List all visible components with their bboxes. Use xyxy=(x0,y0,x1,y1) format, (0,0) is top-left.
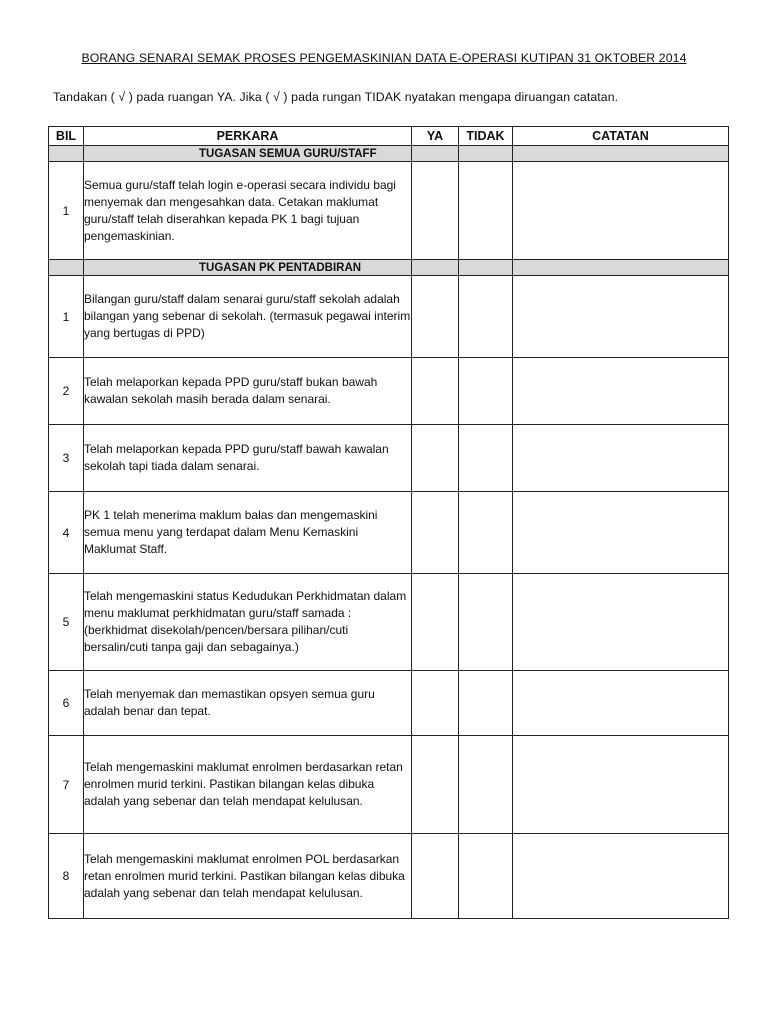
table-row xyxy=(49,358,729,425)
ya-checkbox-cell[interactable] xyxy=(412,425,459,492)
row-bil: 4 xyxy=(49,492,84,574)
section-title: TUGASAN PK PENTADBIRAN xyxy=(84,260,412,276)
row-perkara: Telah melaporkan kepada PPD guru/staff bawah kawalan sekolah tapi tiada dalam senarai. xyxy=(84,425,412,492)
form-title: BORANG SENARAI SEMAK PROSES PENGEMASKINIAN DATA E-OPERASI KUTIPAN 31 OKTOBER 2014 xyxy=(81,51,687,65)
row-perkara: Telah melaporkan kepada PPD guru/staff bukan bawah kawalan sekolah masih berada dalam senarai. xyxy=(84,358,412,425)
checklist-table xyxy=(48,126,729,919)
catatan-input-cell[interactable] xyxy=(513,574,729,671)
row-bil: 8 xyxy=(49,834,84,919)
catatan-input-cell[interactable] xyxy=(513,276,729,358)
table-row xyxy=(49,671,729,736)
catatan-input-cell[interactable] xyxy=(513,736,729,834)
catatan-input-cell[interactable] xyxy=(513,834,729,919)
header-perkara: PERKARA xyxy=(84,127,412,146)
tidak-checkbox-cell[interactable] xyxy=(459,736,513,834)
table-row xyxy=(49,425,729,492)
tidak-checkbox-cell[interactable] xyxy=(459,425,513,492)
catatan-input-cell[interactable] xyxy=(513,492,729,574)
section-row-pk-pentadbiran xyxy=(49,260,729,276)
tidak-checkbox-cell[interactable] xyxy=(459,834,513,919)
catatan-input-cell[interactable] xyxy=(513,162,729,260)
row-bil: 7 xyxy=(49,736,84,834)
row-perkara: PK 1 telah menerima maklum balas dan mengemaskini semua menu yang terdapat dalam Menu Kemaskini Maklumat Staff. xyxy=(84,492,412,574)
row-perkara: Telah mengemaskini maklumat enrolmen POL berdasarkan retan enrolmen murid terkini. Pastikan bilangan kelas dibuka adalah yang sebenar dan telah mendapat kelulusan. xyxy=(84,834,412,919)
row-bil: 2 xyxy=(49,358,84,425)
ya-checkbox-cell[interactable] xyxy=(412,276,459,358)
row-perkara: Bilangan guru/staff dalam senarai guru/staff sekolah adalah bilangan yang sebenar di sekolah. (termasuk pegawai interim yang bertugas di PPD) xyxy=(84,276,412,358)
ya-checkbox-cell[interactable] xyxy=(412,492,459,574)
section-tidak-blank xyxy=(459,146,513,162)
header-ya: YA xyxy=(412,127,459,146)
ya-checkbox-cell[interactable] xyxy=(412,358,459,425)
catatan-input-cell[interactable] xyxy=(513,358,729,425)
row-bil: 3 xyxy=(49,425,84,492)
header-row xyxy=(49,127,729,146)
section-tidak-blank xyxy=(459,260,513,276)
section-row-semua-guru xyxy=(49,146,729,162)
header-tidak: TIDAK xyxy=(459,127,513,146)
row-perkara: Telah menyemak dan memastikan opsyen semua guru adalah benar dan tepat. xyxy=(84,671,412,736)
section-ya-blank xyxy=(412,146,459,162)
row-bil: 5 xyxy=(49,574,84,671)
table-row xyxy=(49,276,729,358)
table-row xyxy=(49,492,729,574)
tidak-checkbox-cell[interactable] xyxy=(459,162,513,260)
ya-checkbox-cell[interactable] xyxy=(412,162,459,260)
section-catatan-blank xyxy=(513,146,729,162)
row-bil: 1 xyxy=(49,162,84,260)
row-bil: 1 xyxy=(49,276,84,358)
ya-checkbox-cell[interactable] xyxy=(412,834,459,919)
table-row xyxy=(49,736,729,834)
section-catatan-blank xyxy=(513,260,729,276)
header-bil: BIL xyxy=(49,127,84,146)
catatan-input-cell[interactable] xyxy=(513,425,729,492)
tidak-checkbox-cell[interactable] xyxy=(459,574,513,671)
tidak-checkbox-cell[interactable] xyxy=(459,358,513,425)
row-bil: 6 xyxy=(49,671,84,736)
section-ya-blank xyxy=(412,260,459,276)
ya-checkbox-cell[interactable] xyxy=(412,736,459,834)
tidak-checkbox-cell[interactable] xyxy=(459,276,513,358)
row-perkara: Telah mengemaskini maklumat enrolmen berdasarkan retan enrolmen murid terkini. Pastikan bilangan kelas dibuka adalah yang sebenar dan telah mendapat kelulusan. xyxy=(84,736,412,834)
tidak-checkbox-cell[interactable] xyxy=(459,492,513,574)
instruction-text: Tandakan ( √ ) pada ruangan YA. Jika ( √ ) pada rungan TIDAK nyatakan mengapa diruangan catatan. xyxy=(53,90,619,104)
tidak-checkbox-cell[interactable] xyxy=(459,671,513,736)
table-row xyxy=(49,574,729,671)
row-perkara: Telah mengemaskini status Kedudukan Perkhidmatan dalam menu maklumat perkhidmatan guru/staff samada : (berkhidmat disekolah/pencen/bersara pilihan/cuti bersalin/cuti tanpa gaji dan sebagainya.) xyxy=(84,574,412,671)
table-row xyxy=(49,162,729,260)
table-row xyxy=(49,834,729,919)
section-bil-blank xyxy=(49,260,84,276)
header-catatan: CATATAN xyxy=(513,127,729,146)
ya-checkbox-cell[interactable] xyxy=(412,574,459,671)
section-bil-blank xyxy=(49,146,84,162)
ya-checkbox-cell[interactable] xyxy=(412,671,459,736)
row-perkara: Semua guru/staff telah login e-operasi secara individu bagi menyemak dan mengesahkan data. Cetakan maklumat guru/staff telah diserahkan kepada PK 1 bagi tujuan pengemaskinian. xyxy=(84,162,412,260)
section-title: TUGASAN SEMUA GURU/STAFF xyxy=(84,146,412,162)
catatan-input-cell[interactable] xyxy=(513,671,729,736)
